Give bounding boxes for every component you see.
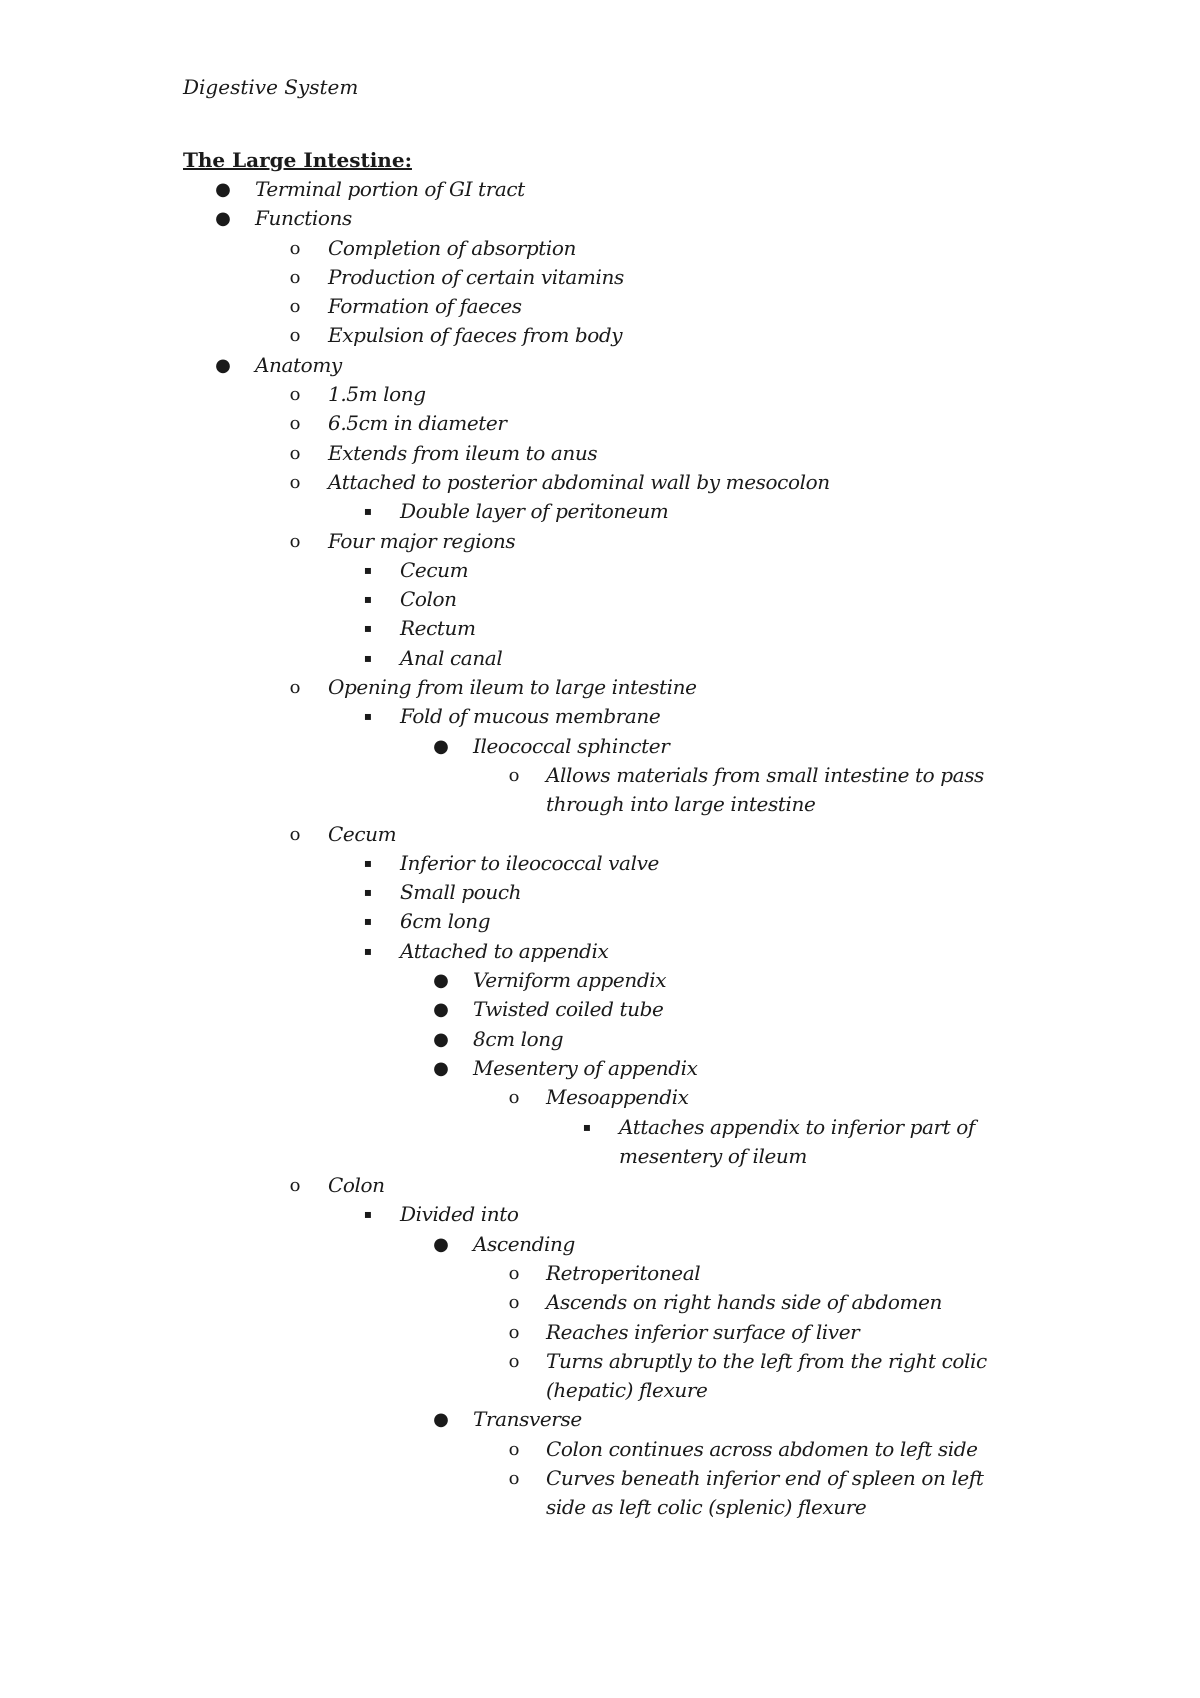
square-bullet-icon: ▪ xyxy=(363,650,373,665)
list-item-text: Cecum xyxy=(328,821,397,846)
square-bullet-icon: ▪ xyxy=(363,855,373,870)
list-item-text: Functions xyxy=(255,206,352,231)
circle-bullet-icon: o xyxy=(289,677,301,699)
list-item-text: Allows materials from small intestine to pass through into large intestine xyxy=(546,762,984,817)
list-item xyxy=(0,966,1200,995)
list-item xyxy=(0,820,1200,849)
list-item-text: Completion of absorption xyxy=(328,235,577,260)
list-item xyxy=(0,234,1200,263)
list-item xyxy=(0,321,1200,350)
circle-bullet-icon: o xyxy=(289,1175,301,1197)
list-item-text: Mesentery of appendix xyxy=(473,1055,698,1080)
disc-bullet-icon: ● xyxy=(215,179,231,200)
list-item-text: Reaches inferior surface of liver xyxy=(546,1319,860,1344)
list-item xyxy=(0,1318,1200,1347)
list-item xyxy=(0,1025,1200,1054)
list-item-text: Terminal portion of GI tract xyxy=(255,177,525,201)
list-item-text: Four major regions xyxy=(328,528,516,553)
list-item-text: Turns abruptly to the left from the right colic (hepatic) flexure xyxy=(546,1348,987,1403)
list-item-text: Formation of faeces xyxy=(328,294,522,319)
list-item-text: Double layer of peritoneum xyxy=(400,499,669,524)
list-item-text: Colon xyxy=(400,587,457,612)
circle-bullet-icon: o xyxy=(289,325,301,347)
list-item xyxy=(0,351,1200,380)
circle-bullet-icon: o xyxy=(508,1350,520,1372)
list-item xyxy=(0,1083,1200,1112)
list-item-text: Expulsion of faeces from body xyxy=(328,323,623,348)
list-item xyxy=(0,1054,1200,1083)
list-item xyxy=(0,995,1200,1024)
list-item-text: Rectum xyxy=(400,616,476,641)
list-item xyxy=(0,644,1200,673)
list-item xyxy=(0,1405,1200,1434)
list-item xyxy=(0,292,1200,321)
list-item xyxy=(0,1435,1200,1464)
list-item-text: Verniform appendix xyxy=(473,968,667,993)
list-item xyxy=(0,761,1200,820)
circle-bullet-icon: o xyxy=(289,823,301,845)
circle-bullet-icon: o xyxy=(289,530,301,552)
square-bullet-icon: ▪ xyxy=(363,914,373,929)
list-item xyxy=(0,1200,1200,1229)
list-item-text: Fold of mucous membrane xyxy=(400,704,661,729)
list-item xyxy=(0,409,1200,438)
square-bullet-icon: ▪ xyxy=(363,709,373,724)
list-item-text: Attaches appendix to inferior part of mesentery of ileum xyxy=(619,1114,975,1168)
list-item-text: 6cm long xyxy=(400,909,491,934)
list-item xyxy=(0,497,1200,526)
list-item-text: Anal canal xyxy=(400,645,503,670)
list-item xyxy=(0,673,1200,702)
list-item-text: Colon xyxy=(328,1173,385,1198)
list-item xyxy=(0,702,1200,731)
list-item-text: Small pouch xyxy=(400,880,522,905)
circle-bullet-icon: o xyxy=(508,764,520,786)
square-bullet-icon: ▪ xyxy=(363,562,373,577)
list-item xyxy=(0,1230,1200,1259)
list-item-text: Production of certain vitamins xyxy=(328,264,624,289)
list-item xyxy=(0,1288,1200,1317)
disc-bullet-icon: ● xyxy=(433,999,449,1021)
list-item xyxy=(0,380,1200,409)
section-heading: The Large Intestine: xyxy=(183,148,412,172)
list-item xyxy=(0,732,1200,761)
list-item xyxy=(0,878,1200,907)
circle-bullet-icon: o xyxy=(508,1468,520,1490)
list-item xyxy=(0,614,1200,643)
list-item xyxy=(0,1113,1200,1172)
list-item-text: Twisted coiled tube xyxy=(473,997,664,1022)
list-item-text: Opening from ileum to large intestine xyxy=(328,675,697,700)
circle-bullet-icon: o xyxy=(289,471,301,493)
circle-bullet-icon: o xyxy=(289,442,301,464)
disc-bullet-icon: ● xyxy=(215,208,231,230)
square-bullet-icon: ▪ xyxy=(582,1119,592,1134)
list-item-text: 6.5cm in diameter xyxy=(328,411,507,436)
list-item xyxy=(0,1347,1200,1406)
circle-bullet-icon: o xyxy=(508,1087,520,1109)
list-item-text: Anatomy xyxy=(255,352,342,377)
list-item xyxy=(0,439,1200,468)
list-item-text: Inferior to ileococcal valve xyxy=(400,850,659,875)
list-item-text: Colon continues across abdomen to left side xyxy=(546,1436,978,1461)
list-item-text: Retroperitoneal xyxy=(546,1260,701,1285)
list-item-text: Mesoappendix xyxy=(546,1085,689,1110)
list-item-text: 1.5m long xyxy=(328,382,426,407)
list-item xyxy=(0,849,1200,878)
list-item-text: 8cm long xyxy=(473,1026,564,1051)
square-bullet-icon: ▪ xyxy=(363,1207,373,1222)
list-item xyxy=(0,907,1200,936)
circle-bullet-icon: o xyxy=(289,266,301,288)
disc-bullet-icon: ● xyxy=(433,1028,449,1050)
list-item xyxy=(0,1464,1200,1523)
bullet-outline xyxy=(0,175,1200,1523)
list-item-text: Ileococcal sphincter xyxy=(473,733,670,758)
list-item xyxy=(0,585,1200,614)
circle-bullet-icon: o xyxy=(289,384,301,406)
circle-bullet-icon: o xyxy=(289,296,301,318)
circle-bullet-icon: o xyxy=(508,1321,520,1343)
disc-bullet-icon: ● xyxy=(215,354,231,376)
list-item-text: Divided into xyxy=(400,1202,519,1227)
list-item xyxy=(0,204,1200,233)
list-item-text: Curves beneath inferior end of spleen on left side as left colic (splenic) flexure xyxy=(546,1466,984,1520)
disc-bullet-icon: ● xyxy=(433,735,449,757)
list-item-text: Transverse xyxy=(473,1407,582,1432)
list-item-text: Ascending xyxy=(473,1231,575,1256)
list-item-text: Extends from ileum to anus xyxy=(328,440,598,465)
page-header: Digestive System xyxy=(183,75,359,99)
square-bullet-icon: ▪ xyxy=(363,885,373,900)
disc-bullet-icon: ● xyxy=(433,1409,449,1431)
list-item xyxy=(0,468,1200,497)
circle-bullet-icon: o xyxy=(289,413,301,435)
list-item xyxy=(0,937,1200,966)
list-item xyxy=(0,175,1200,204)
circle-bullet-icon: o xyxy=(508,1262,520,1284)
list-item xyxy=(0,1171,1200,1200)
disc-bullet-icon: ● xyxy=(433,970,449,992)
circle-bullet-icon: o xyxy=(508,1438,520,1460)
list-item-text: Attached to posterior abdominal wall by mesocolon xyxy=(328,469,830,494)
square-bullet-icon: ▪ xyxy=(363,504,373,519)
list-item-text: Ascends on right hands side of abdomen xyxy=(546,1290,942,1315)
square-bullet-icon: ▪ xyxy=(363,592,373,607)
list-item xyxy=(0,263,1200,292)
circle-bullet-icon: o xyxy=(508,1292,520,1314)
list-item-text: Attached to appendix xyxy=(400,938,609,963)
list-item xyxy=(0,527,1200,556)
list-item xyxy=(0,556,1200,585)
disc-bullet-icon: ● xyxy=(433,1057,449,1079)
square-bullet-icon: ▪ xyxy=(363,621,373,636)
disc-bullet-icon: ● xyxy=(433,1233,449,1255)
list-item xyxy=(0,1259,1200,1288)
circle-bullet-icon: o xyxy=(289,237,301,259)
list-item-text: Cecum xyxy=(400,557,469,582)
square-bullet-icon: ▪ xyxy=(363,943,373,958)
